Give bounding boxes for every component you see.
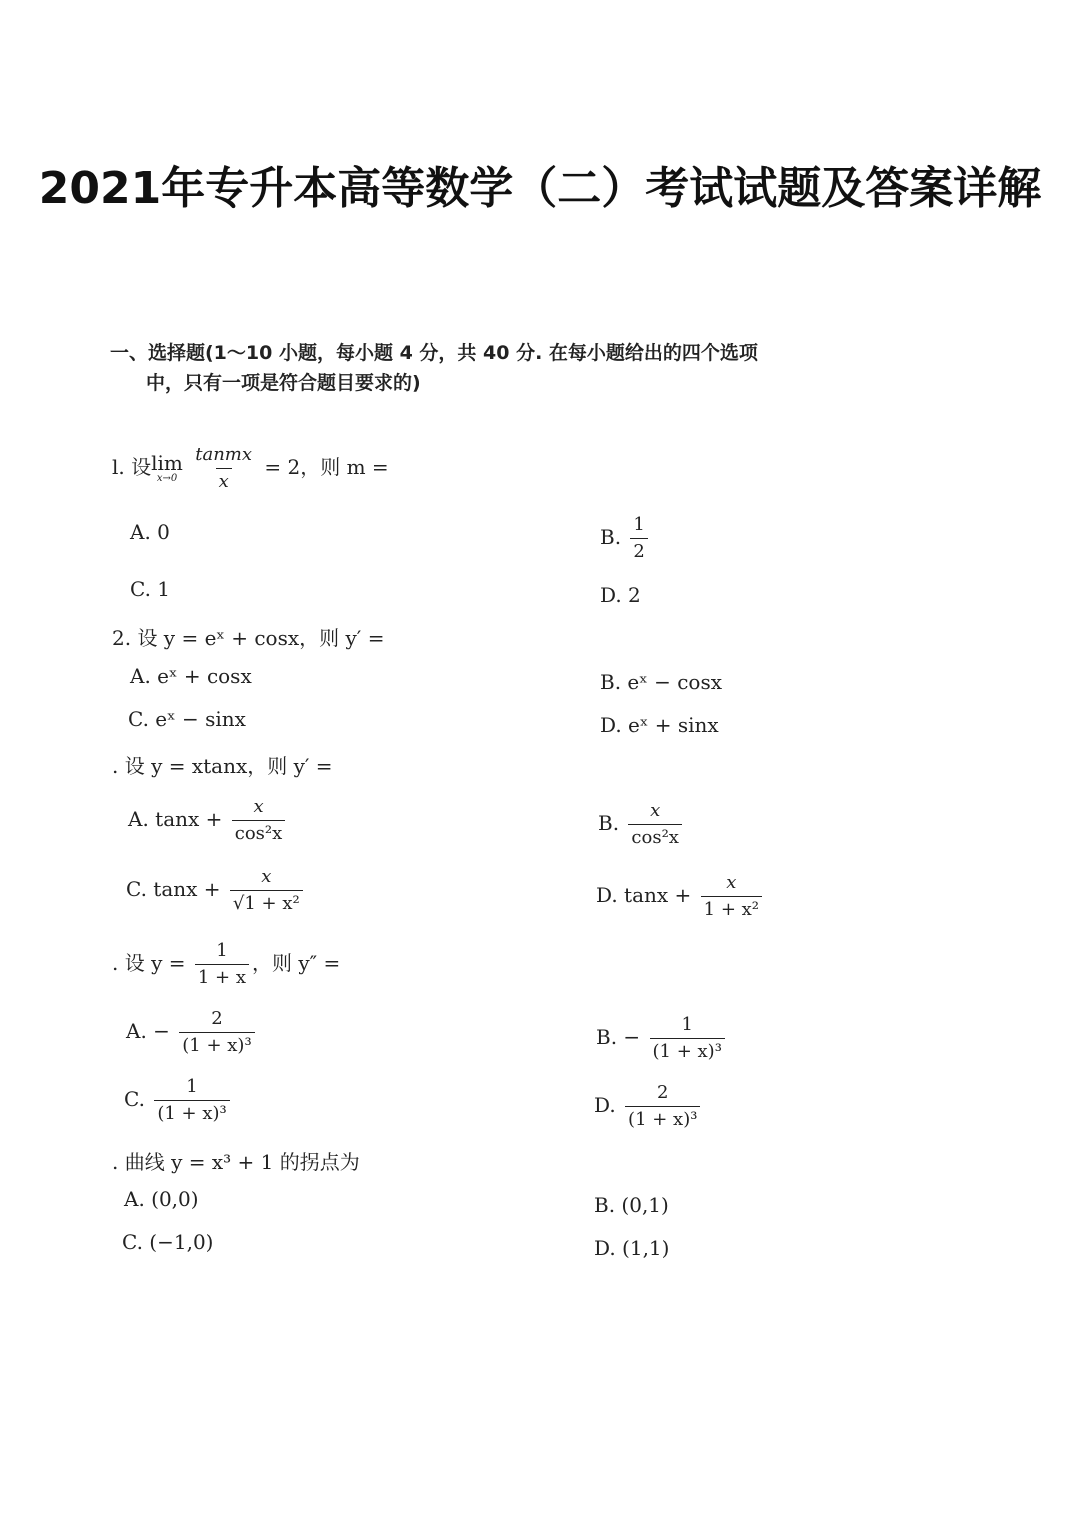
q1-fraction: $\frac{\text{tanmx}}{x}$ <box>195 444 253 492</box>
q1-option-d: D. 2 <box>600 583 641 607</box>
section-heading-line1: 一、选择题(1～10 小题，每小题 4 分，共 40 分. 在每小题给出的四个选项 <box>110 342 758 364</box>
q1-option-c: C. 1 <box>130 577 171 601</box>
q4-option-b: B. − $\frac{1}{\text{(1 + x)³}}$ <box>596 1014 728 1063</box>
q2-option-c: C. eˣ − sinx <box>128 707 246 731</box>
q3-option-c: C. tanx + $\frac{x}{\text{√1 + x²}}$ <box>126 866 306 915</box>
section-heading-line2: 中，只有一项是符合题目要求的) <box>146 372 421 394</box>
q3-option-d: D. tanx + $\frac{x}{\text{1 + x²}}$ <box>596 872 765 921</box>
q5-option-c: C. (−1,0) <box>122 1230 214 1254</box>
q4-option-d: D. $\frac{2}{\text{(1 + x)³}}$ <box>594 1082 703 1131</box>
q2-option-b: B. eˣ − cosx <box>600 670 722 694</box>
question-5-stem: . 曲线 y = x³ + 1 的拐点为 <box>112 1150 360 1174</box>
question-2-stem: 2. 设 y = eˣ + cosx，则 y′ = <box>112 626 385 650</box>
question-3-stem: . 设 y = xtanx，则 y′ = <box>112 754 333 778</box>
limit-operator: lim x→0 <box>151 450 183 484</box>
q5-option-b: B. (0,1) <box>594 1193 669 1217</box>
q3-option-a: A. tanx + $\frac{x}{\text{cos²x}}$ <box>128 796 288 845</box>
page-title: 2021年专升本高等数学（二）考试试题及答案详解 <box>38 163 1042 214</box>
question-1-stem: l. 设 lim x→0 $\frac{\text{tanmx}}{x}$ = 2，则 m = <box>112 444 389 492</box>
q1-option-a: A. 0 <box>130 520 170 544</box>
q1-option-b: B. $\frac{1}{2}$ <box>600 514 651 563</box>
section-heading <box>110 338 870 398</box>
q5-option-a: A. (0,0) <box>124 1187 199 1211</box>
q2-option-a: A. eˣ + cosx <box>130 664 252 688</box>
question-4-stem: . 设 y = $\frac{1}{1 + x}$ ，则 y″ = <box>112 940 341 988</box>
q2-option-d: D. eˣ + sinx <box>600 713 719 737</box>
q4-option-c: C. $\frac{1}{\text{(1 + x)³}}$ <box>124 1076 233 1125</box>
q5-option-d: D. (1,1) <box>594 1236 670 1260</box>
q4-option-a: A. − $\frac{2}{\text{(1 + x)³}}$ <box>126 1008 258 1057</box>
q3-option-b: B. $\frac{x}{\text{cos²x}}$ <box>598 800 685 849</box>
